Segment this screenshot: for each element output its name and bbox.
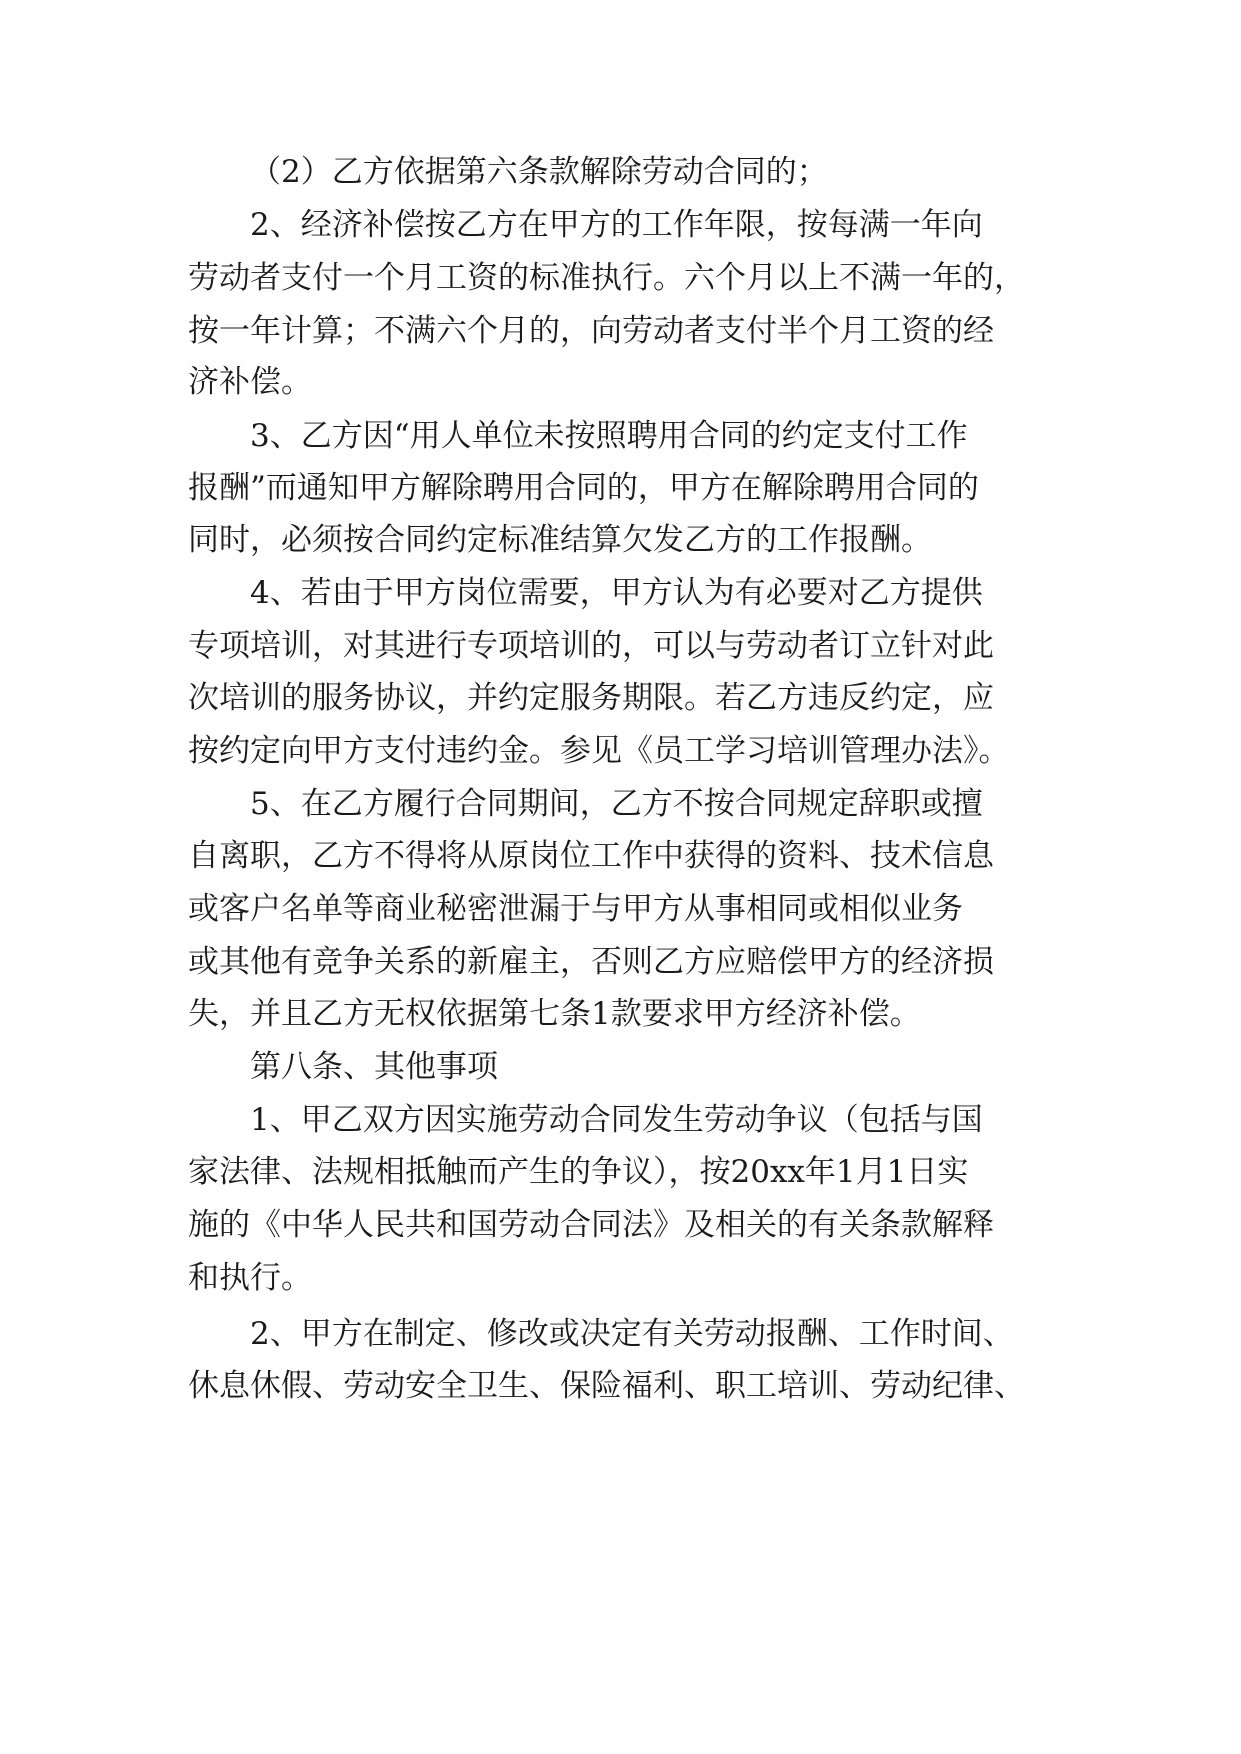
text-line: 家法律、法规相抵触而产生的争议），按20xx年1月1日实 (188, 1154, 969, 1190)
text-line: 济补偿。 (188, 364, 312, 400)
text-line: 休息休假、劳动安全卫生、保险福利、职工培训、劳动纪律、 (188, 1368, 1025, 1404)
text-line: 报酬”而通知甲方解除聘用合同的，甲方在解除聘用合同的 (188, 470, 979, 506)
text-line: 按约定向甲方支付违约金。参见《员工学习培训管理办法》。 (188, 733, 1010, 769)
text-line: 或其他有竞争关系的新雇主，否则乙方应赔偿甲方的经济损 (188, 944, 994, 980)
text-line: 或客户名单等商业秘密泄漏于与甲方从事相同或相似业务 (188, 891, 963, 927)
text-line: 自离职，乙方不得将从原岗位工作中获得的资料、技术信息 (188, 838, 994, 874)
text-line: 同时，必须按合同约定标准结算欠发乙方的工作报酬。 (188, 522, 932, 558)
text-line: 2、甲方在制定、修改或决定有关劳动报酬、工作时间、 (250, 1316, 1014, 1352)
text-line: 5、在乙方履行合同期间，乙方不按合同规定辞职或擅 (250, 786, 983, 822)
text-line: 次培训的服务协议，并约定服务期限。若乙方违反约定，应 (188, 680, 994, 716)
text-line: 3、乙方因“用人单位未按照聘用合同的约定支付工作 (250, 418, 968, 454)
section-heading: 第八条、其他事项 (250, 1049, 498, 1085)
text-line: 施的《中华人民共和国劳动合同法》及相关的有关条款解释 (188, 1207, 994, 1243)
text-line: 劳动者支付一个月工资的标准执行。六个月以上不满一年的， (188, 260, 1025, 296)
text-line: 1、甲乙双方因实施劳动合同发生劳动争议（包括与国 (250, 1102, 983, 1138)
text-line: 4、若由于甲方岗位需要，甲方认为有必要对乙方提供 (250, 575, 983, 611)
text-line: （2）乙方依据第六条款解除劳动合同的； (250, 154, 828, 190)
text-line: 和执行。 (188, 1260, 312, 1296)
text-line: 失，并且乙方无权依据第七条1款要求甲方经济补偿。 (188, 996, 921, 1032)
text-line: 2、经济补偿按乙方在甲方的工作年限，按每满一年向 (250, 207, 983, 243)
text-line: 专项培训，对其进行专项培训的，可以与劳动者订立针对此 (188, 628, 994, 664)
text-line: 按一年计算；不满六个月的，向劳动者支付半个月工资的经 (188, 313, 994, 349)
